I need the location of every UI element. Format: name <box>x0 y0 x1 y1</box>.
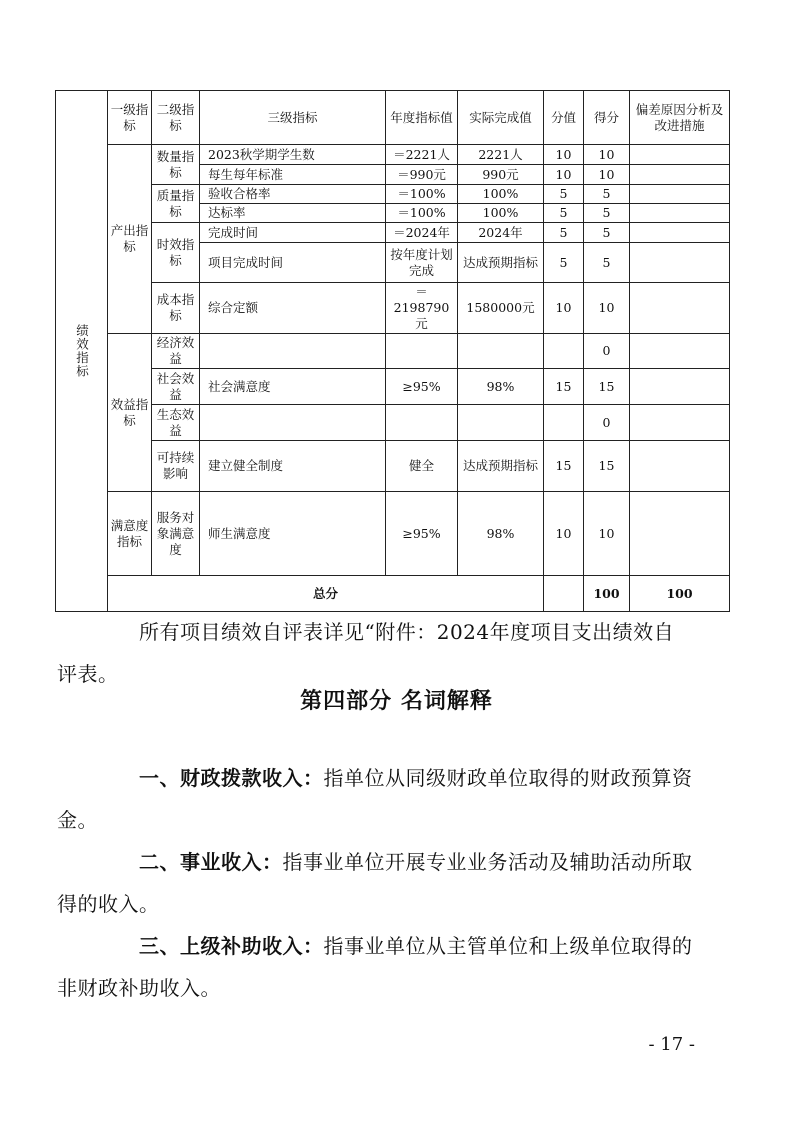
indicator-cell: 验收合格率 <box>200 185 386 204</box>
definition-text: 指事业单位从主管单位和上级单位取得的 <box>323 934 693 958</box>
actual-cell: 100% <box>458 185 544 204</box>
subcategory-cell: 经济效益 <box>152 334 200 369</box>
target-cell <box>386 334 458 369</box>
indicator-cell: 达标率 <box>200 204 386 223</box>
definition-item <box>57 925 697 1009</box>
header-cell: 实际完成值 <box>458 91 544 145</box>
table-row <box>56 405 730 441</box>
score-cell: 15 <box>584 441 630 492</box>
definitions <box>57 757 697 1009</box>
intro-paragraph <box>57 611 697 695</box>
points-cell: 10 <box>544 165 584 185</box>
definition-text: 得的收入。 <box>57 892 160 916</box>
score-cell: 10 <box>584 492 630 576</box>
total-empty-cell <box>544 576 584 612</box>
points-cell: 5 <box>544 204 584 223</box>
indicator-cell: 完成时间 <box>200 223 386 243</box>
score-cell: 5 <box>584 185 630 204</box>
note-cell <box>630 165 730 185</box>
indicator-cell <box>200 405 386 441</box>
note-cell <box>630 405 730 441</box>
indicator-cell: 每生每年标准 <box>200 165 386 185</box>
definition-term: 一、财政拨款收入： <box>139 766 324 790</box>
target-cell: ＝100% <box>386 185 458 204</box>
actual-cell <box>458 405 544 441</box>
category-cell: 产出指标 <box>108 145 152 334</box>
indicator-cell: 师生满意度 <box>200 492 386 576</box>
intro-line: 评表。 <box>57 662 119 686</box>
note-cell <box>630 334 730 369</box>
indicator-cell: 社会满意度 <box>200 369 386 405</box>
points-cell: 5 <box>544 223 584 243</box>
indicator-cell: 综合定额 <box>200 283 386 334</box>
header-cell: 偏差原因分析及改进措施 <box>630 91 730 145</box>
definition-text: 非财政补助收入。 <box>57 976 221 1000</box>
table-header-row <box>56 91 730 145</box>
subcategory-cell: 社会效益 <box>152 369 200 405</box>
subcategory-cell: 服务对象满意度 <box>152 492 200 576</box>
points-cell: 10 <box>544 145 584 165</box>
actual-cell: 2221人 <box>458 145 544 165</box>
indicator-cell: 建立健全制度 <box>200 441 386 492</box>
header-cell: 一级指标 <box>108 91 152 145</box>
table-row <box>56 369 730 405</box>
note-cell <box>630 223 730 243</box>
note-cell <box>630 369 730 405</box>
target-cell: 按年度计划完成 <box>386 243 458 283</box>
header-cell: 年度指标值 <box>386 91 458 145</box>
target-cell: ≥95% <box>386 369 458 405</box>
points-cell: 10 <box>544 283 584 334</box>
score-cell: 10 <box>584 145 630 165</box>
points-cell: 15 <box>544 369 584 405</box>
points-cell: 10 <box>544 492 584 576</box>
indicator-cell: 项目完成时间 <box>200 243 386 283</box>
target-cell: ＝2024年 <box>386 223 458 243</box>
actual-cell: 2024年 <box>458 223 544 243</box>
target-cell: 健全 <box>386 441 458 492</box>
definition-text: 金。 <box>57 808 98 832</box>
subcategory-cell: 时效指标 <box>152 223 200 283</box>
target-cell: ＝2198790元 <box>386 283 458 334</box>
category-cell: 效益指标 <box>108 334 152 492</box>
perf-label-cell: 绩效指标 <box>56 91 108 612</box>
table-row <box>56 334 730 369</box>
points-cell <box>544 334 584 369</box>
target-cell: ＝2221人 <box>386 145 458 165</box>
header-cell: 分值 <box>544 91 584 145</box>
points-cell: 5 <box>544 243 584 283</box>
definition-item <box>57 841 697 925</box>
subcategory-cell: 质量指标 <box>152 185 200 223</box>
note-cell <box>630 185 730 204</box>
target-cell: ＝100% <box>386 204 458 223</box>
total-row <box>56 576 730 612</box>
subcategory-cell: 成本指标 <box>152 283 200 334</box>
note-cell <box>630 283 730 334</box>
definition-item <box>57 757 697 841</box>
performance-table <box>55 90 730 612</box>
actual-cell: 100% <box>458 204 544 223</box>
score-cell: 15 <box>584 369 630 405</box>
target-cell <box>386 405 458 441</box>
actual-cell: 98% <box>458 492 544 576</box>
definition-term: 三、上级补助收入： <box>139 934 324 958</box>
page-number: - 17 - <box>648 1034 695 1055</box>
score-cell: 10 <box>584 283 630 334</box>
subcategory-cell: 数量指标 <box>152 145 200 185</box>
actual-cell: 990元 <box>458 165 544 185</box>
indicator-cell: 2023秋学期学生数 <box>200 145 386 165</box>
actual-cell: 98% <box>458 369 544 405</box>
actual-cell: 1580000元 <box>458 283 544 334</box>
intro-line: 所有项目绩效自评表详见“附件：2024年度项目支出绩效自 <box>139 620 675 644</box>
note-cell <box>630 145 730 165</box>
definition-term: 二、事业收入： <box>139 850 283 874</box>
note-cell <box>630 441 730 492</box>
note-cell <box>630 492 730 576</box>
actual-cell: 达成预期指标 <box>458 441 544 492</box>
definition-text: 指事业单位开展专业业务活动及辅助活动所取 <box>282 850 693 874</box>
total-label: 总分 <box>108 576 544 612</box>
score-cell: 0 <box>584 405 630 441</box>
score-cell: 0 <box>584 334 630 369</box>
score-cell: 5 <box>584 243 630 283</box>
definition-text: 指单位从同级财政单位取得的财政预算资 <box>323 766 693 790</box>
points-cell: 15 <box>544 441 584 492</box>
actual-cell <box>458 334 544 369</box>
score-cell: 5 <box>584 204 630 223</box>
subcategory-cell: 生态效益 <box>152 405 200 441</box>
points-cell <box>544 405 584 441</box>
header-cell: 得分 <box>584 91 630 145</box>
note-cell <box>630 243 730 283</box>
table-row <box>56 185 730 204</box>
table-row <box>56 145 730 165</box>
header-cell: 三级指标 <box>200 91 386 145</box>
total-score: 100 <box>630 576 730 612</box>
note-cell <box>630 204 730 223</box>
table-row <box>56 223 730 243</box>
header-cell: 二级指标 <box>152 91 200 145</box>
target-cell: ≥95% <box>386 492 458 576</box>
table-row <box>56 283 730 334</box>
points-cell: 5 <box>544 185 584 204</box>
subcategory-cell: 可持续影响 <box>152 441 200 492</box>
table-row <box>56 441 730 492</box>
score-cell: 10 <box>584 165 630 185</box>
score-cell: 5 <box>584 223 630 243</box>
indicator-cell <box>200 334 386 369</box>
category-cell: 满意度指标 <box>108 492 152 576</box>
actual-cell: 达成预期指标 <box>458 243 544 283</box>
target-cell: ＝990元 <box>386 165 458 185</box>
section-title: 第四部分 名词解释 <box>300 689 493 714</box>
total-points: 100 <box>584 576 630 612</box>
table-row <box>56 492 730 576</box>
